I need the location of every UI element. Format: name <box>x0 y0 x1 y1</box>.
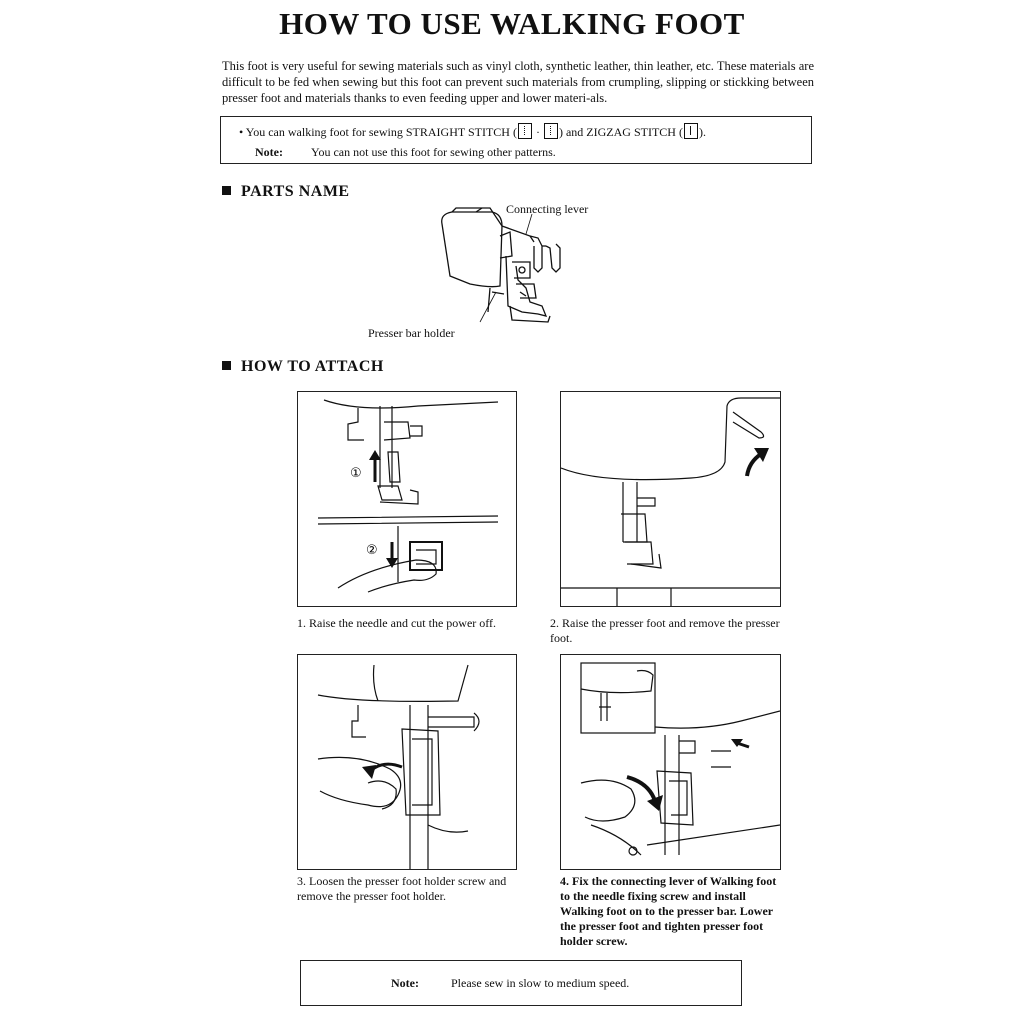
section-heading-parts: PARTS NAME <box>222 183 350 201</box>
label-presser-bar-holder: Presser bar holder <box>368 326 455 340</box>
info-note-text: You can not use this foot for sewing other patterns. <box>311 145 556 159</box>
step4-panel <box>560 654 781 870</box>
bullet-square-icon <box>222 361 231 370</box>
step1-marker-2: ② <box>366 543 378 558</box>
step3-panel <box>297 654 517 870</box>
info-note-label: Note: <box>255 145 283 159</box>
straight-stitch-alt-icon <box>544 123 558 139</box>
info-line-post: ). <box>698 125 706 139</box>
info-line: • You can walking foot for sewing STRAIGHT STITCH ( · ) and ZIGZAG STITCH ( ). <box>239 125 706 139</box>
final-note-box <box>300 960 742 1006</box>
intro-paragraph: This foot is very useful for sewing materials such as vinyl cloth, synthetic leather, thin leather, etc. These materials are difficult to be fed when sewing but this foot can prevent such materials from crumpling, slipping or stickking between presser foot and materials thanks to even feeding upper and lower materi-als. <box>222 59 814 105</box>
step1-illustration <box>298 392 516 606</box>
step1-caption: 1. Raise the needle and cut the power off. <box>297 616 497 630</box>
step3-illustration <box>298 655 516 869</box>
step2-caption: 2. Raise the presser foot and remove the presser foot. <box>550 616 780 645</box>
step4-caption: 4. Fix the connecting lever of Walking foot to the needle fixing screw and install Walking foot on to the presser bar. Lower the presser foot and tighten presser foot holder screw. <box>560 874 777 948</box>
step4-illustration <box>561 655 780 869</box>
final-note-text: Please sew in slow to medium speed. <box>451 976 630 990</box>
info-box <box>220 116 812 164</box>
step3-caption: 3. Loosen the presser foot holder screw and remove the presser foot holder. <box>297 874 507 903</box>
zigzag-stitch-icon <box>684 123 698 139</box>
step2-illustration <box>561 392 780 606</box>
label-connecting-lever: Connecting lever <box>506 202 589 216</box>
info-line-pre: • You can walking foot for sewing STRAIGHT STITCH ( <box>239 125 517 139</box>
page-title: HOW TO USE WALKING FOOT <box>279 6 745 41</box>
final-note-label: Note: <box>391 976 419 990</box>
walking-foot-diagram <box>430 196 630 336</box>
step2-panel <box>560 391 781 607</box>
straight-stitch-icon <box>518 123 532 139</box>
walking-foot-illustration <box>430 196 630 336</box>
step1-panel <box>297 391 517 607</box>
info-line-mid: ) and ZIGZAG STITCH ( <box>558 125 683 139</box>
section-heading-attach: HOW TO ATTACH <box>222 358 384 376</box>
bullet-square-icon <box>222 186 231 195</box>
step1-marker-1: ① <box>350 466 362 481</box>
